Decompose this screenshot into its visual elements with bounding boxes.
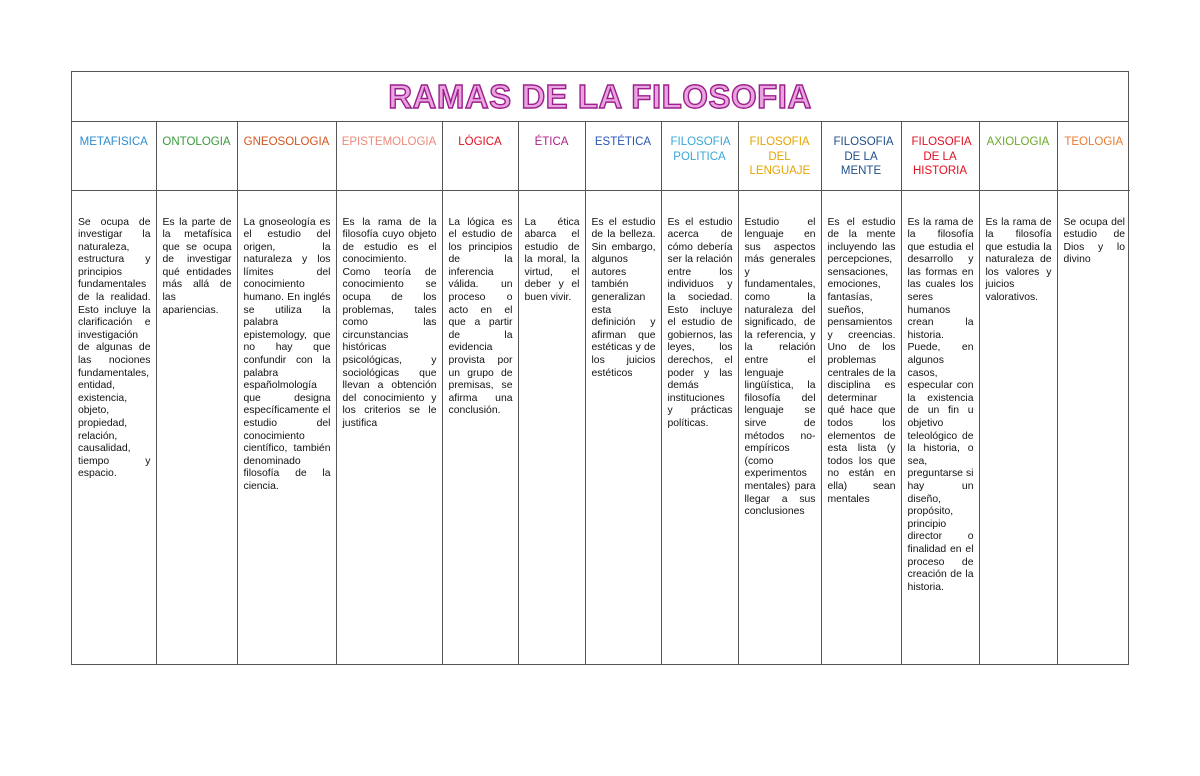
heading-label: ESTÉTICA <box>594 136 652 148</box>
description-filosofia-del-lenguaje: Estudio el lenguaje en sus aspectos más generales y fundamentales, como la naturaleza del significado, de la referencia, y la relación entre el lenguaje lingüística, la filosofía del lenguaje se sirve de métodos no-empíricos (como experimentos mentales) para llegar a sus conclusiones <box>738 190 821 665</box>
branches-table <box>71 71 1129 665</box>
page-title: RAMAS DE LA FILOSOFIA <box>388 77 812 115</box>
heading-ontologia <box>156 122 237 190</box>
heading-label: ÉTICA <box>534 136 569 148</box>
description-teologia: Se ocupa del estudio de Dios y lo divino <box>1057 190 1130 665</box>
description-filosofia-politica: Es el estudio acerca de cómo debería ser la relación entre los individuos y la sociedad. Esto incluye el estudio de gobiernos, las leyes, los derechos, el poder y las demás instituciones y prácticas políticas. <box>661 190 738 665</box>
description-filosofia-de-la-mente: Es el estudio de la mente incluyendo las percepciones, sensaciones, emociones, fantasías, sueños, pensamientos y creencias. Uno de los problemas centrales de la disciplina es determinar qué hace que todos los elementos de esta lista (y todos los que no están en ella) sean mentales <box>821 190 901 665</box>
heading-label: AXIOLOGIA <box>986 136 1050 148</box>
heading-label: LÓGICA <box>458 136 502 148</box>
heading-teologia <box>1057 122 1130 190</box>
heading-filosofia-politica <box>661 122 738 190</box>
heading-filosofia-de-la-mente <box>821 122 901 190</box>
description-filosofia-de-la-historia: Es la rama de la filosofía que estudia el desarrollo y las formas en las cuales los seres humanos crean la historia. Puede, en algunos casos, especular con la existencia de un fin u objetivo teleológico de la historia, o sea, preguntarse si hay un diseño, propósito, principio director o finalidad en el proceso de creación de la historia. <box>901 190 979 665</box>
heading-epistemologia <box>336 122 442 190</box>
description-metafisica: Se ocupa de investigar la naturaleza, estructura y principios fundamentales de la realidad. Esto incluye la clarificación e investigación de algunas de las nociones fundamentales, entidad, existencia, objeto, propiedad, relación, causalidad, tiempo y espacio. <box>72 190 156 665</box>
heading-label: TEOLOGIA <box>1064 136 1124 148</box>
heading-etica <box>518 122 585 190</box>
heading-label: FILOSOFIA DE LA MENTE <box>833 136 894 177</box>
description-etica: La ética abarca el estudio de la moral, la virtud, el deber y el buen vivir. <box>518 190 585 665</box>
heading-label: FILOSOFIA DE LA HISTORIA <box>911 136 972 177</box>
description-epistemologia: Es la rama de la filosofía cuyo objeto de estudio es el conocimiento. Como teoría de conocimiento se ocupa de los problemas, tales como las circunstancias históricas psicológicas, y sociológicas que llevan a obtención del conocimiento y los criterios se le justifica <box>336 190 442 665</box>
heading-label: EPISTEMOLOGIA <box>341 136 437 148</box>
description-axiologia: Es la rama de la filosofía que estudia la naturaleza de los valores y juicios valorativos. <box>979 190 1057 665</box>
heading-row <box>72 122 1130 190</box>
heading-metafisica <box>72 122 156 190</box>
description-estetica: Es el estudio de la belleza. Sin embargo, algunos autores también generalizan esta definición y afirman que estéticas y de los juicios estéticos <box>585 190 661 665</box>
heading-estetica <box>585 122 661 190</box>
heading-label: FILOSOFIA POLITICA <box>670 136 731 163</box>
title-row <box>72 72 1128 122</box>
heading-axiologia <box>979 122 1057 190</box>
heading-filosofia-de-la-historia <box>901 122 979 190</box>
branches-grid <box>72 122 1130 665</box>
heading-gneosologia <box>237 122 336 190</box>
description-logica: La lógica es el estudio de los principios de la inferencia válida. un proceso o acto en el que a partir de la evidencia provista por un grupo de premisas, se afirma una conclusión. <box>442 190 518 665</box>
heading-filosofia-del-lenguaje <box>738 122 821 190</box>
heading-label: METAFISICA <box>79 136 148 148</box>
description-gneosologia: La gnoseología es el estudio del origen, la naturaleza y los límites del conocimiento humano. En inglés se utiliza la palabra epistemology, que no hay que confundir con la palabra españolmología que designa específicamente el estudio del conocimiento científico, también denominado filosofía de la ciencia. <box>237 190 336 665</box>
description-row <box>72 190 1130 665</box>
heading-logica <box>442 122 518 190</box>
description-ontologia: Es la parte de la metafísica que se ocupa de investigar qué entidades más allá de las apariencias. <box>156 190 237 665</box>
heading-label: ONTOLOGIA <box>162 136 231 148</box>
heading-label: FILOSOFIA DEL LENGUAJE <box>749 136 811 177</box>
heading-label: GNEOSOLOGIA <box>243 136 330 148</box>
